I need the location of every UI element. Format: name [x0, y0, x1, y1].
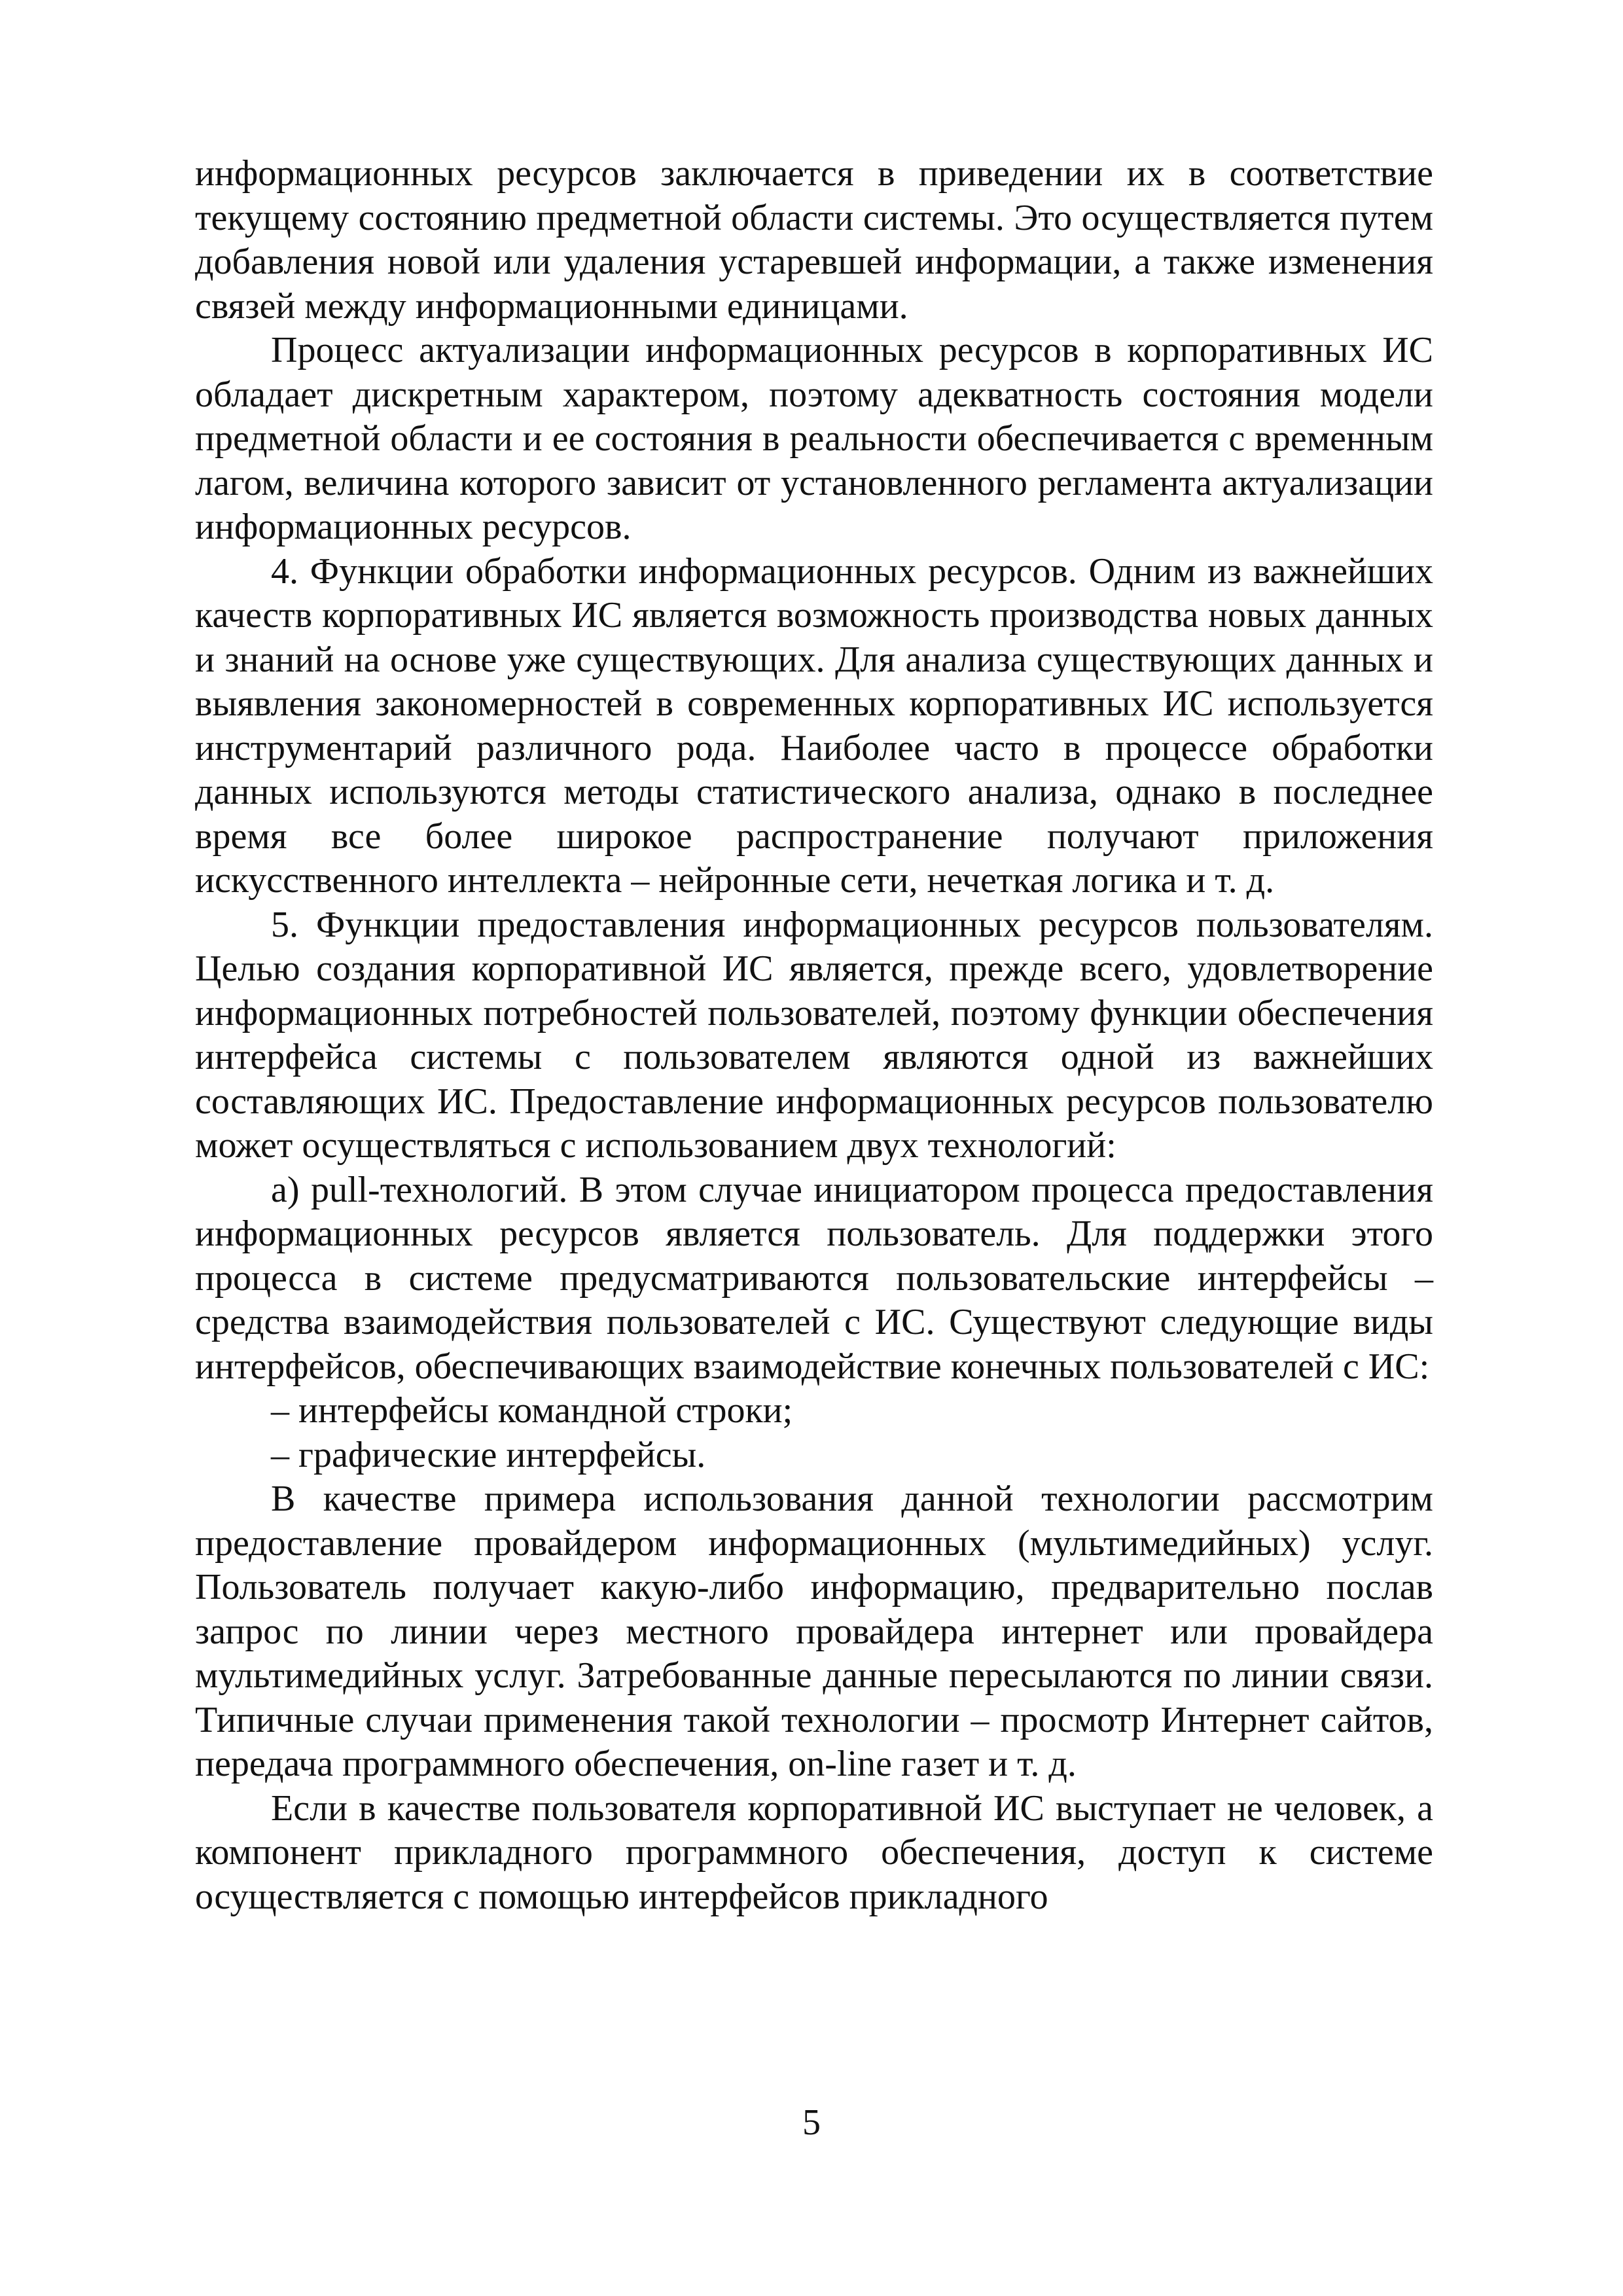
paragraph-pull-technologies: а) pull-технологий. В этом случае инициатором процесса предоставления информационных ресурсов является пользователь. Для поддержки этого процесса в системе предусматриваются пользовательские интерфейсы – средства взаимодействия пользователей с ИС. Существуют следующие виды интерфейсов, обеспечивающих взаимодействие конечных пользователей с ИС:	[195, 1169, 1433, 1387]
list-item-command-line: – интерфейсы командной строки;	[271, 1390, 793, 1431]
page-number: 5	[802, 2102, 821, 2143]
paragraph-application-interfaces: Если в качестве пользователя корпоративной ИС выступает не человек, а компонент прикладного программного обеспечения, доступ к системе осуществляется с помощью интерфейсов прикладного	[195, 1787, 1433, 1917]
list-item-graphical: – графические интерфейсы.	[271, 1434, 706, 1475]
paragraph-provision-functions: 5. Функции предоставления информационных ресурсов пользователям. Целью создания корпоративной ИС является, прежде всего, удовлетворение информационных потребностей пользователей, поэтому функции обеспечения интерфейса системы с пользователем являются одной из важнейших составляющих ИС. Предоставление информационных ресурсов пользователю может осуществляться с использованием двух технологий:	[195, 904, 1433, 1166]
paragraph-continuation: информационных ресурсов заключается в приведении их в соответствие текущему состоянию предметной области системы. Это осуществляется путем добавления новой или удаления устаревшей информации, а также изменения связей между информационными единицами.	[195, 153, 1433, 327]
paragraph-actualization-process: Процесс актуализации информационных ресурсов в корпоративных ИС обладает дискретным характером, поэтому адекватность состояния модели предметной области и ее состояния в реальности обеспечивается с временным лагом, величина которого зависит от установленного регламента актуализации информационных ресурсов.	[195, 330, 1433, 547]
paragraph-processing-functions: 4. Функции обработки информационных ресурсов. Одним из важнейших качеств корпоративных ИС является возможность производства новых данных и знаний на основе уже существующих. Для анализа существующих данных и выявления закономерностей в современных корпоративных ИС используется инструментарий различного рода. Наиболее часто в процессе обработки данных используются методы статистического анализа, однако в последнее время все более широкое распространение получают приложения искусственного интеллекта – нейронные сети, нечеткая логика и т. д.	[195, 550, 1433, 901]
paragraph-example: В качестве примера использования данной технологии рассмотрим предоставление провайдером информационных (мультимедийных) услуг. Пользователь получает какую-либо информацию, предварительно послав запрос по линии через местного провайдера интернет или провайдера мультимедийных услуг. Затребованные данные пересылаются по линии связи. Типичные случаи применения такой технологии – просмотр Интернет сайтов, передача программного обеспечения, on-line газет и т. д.	[195, 1479, 1433, 1784]
body-text	[195, 152, 1433, 1919]
